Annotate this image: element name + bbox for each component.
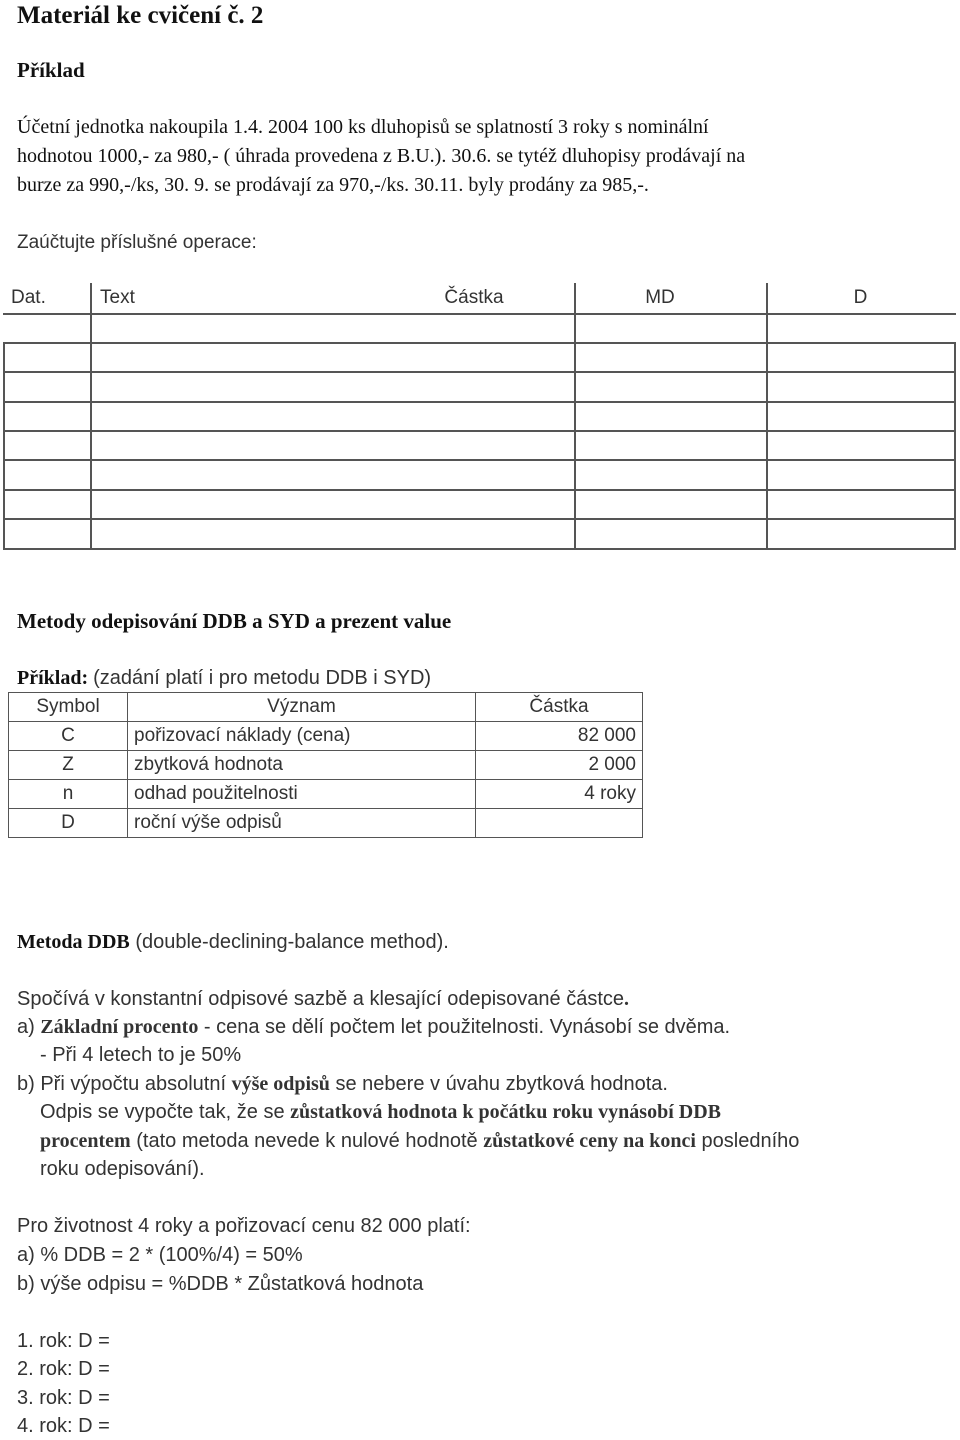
example-2-heading — [17, 664, 431, 692]
calc-intro: Pro životnost 4 roky a pořizovací cenu 82 000 platí: — [17, 1215, 471, 1237]
ddb-line-1 — [17, 985, 629, 1013]
table-line — [3, 342, 5, 549]
example-2-note: (zadání platí i pro metodu DDB i SYD) — [93, 667, 432, 689]
meaning-cell: pořizovací náklady (cena) — [128, 722, 476, 751]
ddb-odpis-2-text: (tato metoda nevede k nulové hodnotě — [130, 1130, 484, 1152]
header-amount: Částka — [476, 693, 643, 722]
table-row — [9, 722, 643, 751]
ddb-point-a-prefix: a) — [17, 1016, 41, 1038]
amount-cell: 82 000 — [476, 722, 643, 751]
example-2-label: Příklad: — [17, 667, 94, 689]
table-line — [3, 313, 956, 315]
amount-cell — [476, 809, 643, 838]
ddb-line-1-text: Spočívá v konstantní odpisové sazbě a klesající odepisované částce — [17, 988, 625, 1010]
year-3-line: 3. rok: D = — [17, 1387, 110, 1409]
ddb-point-a-rest: - cena se dělí počtem let použitelnosti. Vynásobí se dvěma. — [198, 1016, 731, 1038]
amount-cell: 2 000 — [476, 751, 643, 780]
year-1-line: 1. rok: D = — [17, 1330, 110, 1352]
header-d: D — [853, 287, 868, 308]
ddb-heading-rest: (double-declining-balance method). — [129, 931, 449, 953]
ddb-point-b-rest: se nebere v úvahu zbytková hodnota. — [329, 1073, 668, 1095]
example-text-line-3: burze za 990,-/ks, 30. 9. se prodávají za 970,-/ks. 30.11. byly prodány za 985,-. — [17, 174, 649, 196]
table-line — [3, 401, 956, 403]
table-line — [3, 459, 956, 461]
amount-cell: 4 roky — [476, 780, 643, 809]
ddb-point-a-bold: Základní procento — [40, 1016, 199, 1038]
table-line — [766, 283, 768, 549]
header-date: Dat. — [11, 287, 46, 308]
symbol-table — [8, 692, 643, 838]
accounting-table — [3, 283, 956, 549]
ddb-point-a — [17, 1013, 730, 1041]
table-line — [574, 283, 576, 549]
calc-b: b) výše odpisu = %DDB * Zůstatková hodnota — [17, 1273, 424, 1295]
example-heading: Příklad — [17, 58, 85, 82]
page-title: Materiál ke cvičení č. 2 — [17, 2, 264, 29]
table-line — [3, 342, 956, 344]
ddb-odpis-2-bold: procentem — [40, 1130, 131, 1152]
ddb-heading-bold: Metoda DDB — [17, 931, 130, 953]
header-md: MD — [645, 287, 675, 308]
meaning-cell: roční výše odpisů — [128, 809, 476, 838]
table-line — [3, 548, 956, 550]
table-row — [9, 693, 643, 722]
header-meaning: Význam — [128, 693, 476, 722]
calc-a: a) % DDB = 2 * (100%/4) = 50% — [17, 1244, 303, 1266]
ddb-odpis-line-2 — [40, 1127, 799, 1155]
symbol-cell: D — [9, 809, 128, 838]
symbol-cell: Z — [9, 751, 128, 780]
table-row — [9, 751, 643, 780]
ddb-odpis-line-1 — [40, 1098, 721, 1126]
ddb-point-b-prefix: b) Při výpočtu absolutní — [17, 1073, 232, 1095]
table-line — [3, 518, 956, 520]
header-text: Text — [100, 287, 135, 308]
table-line — [3, 430, 956, 432]
ddb-odpis-2-bold-2: zůstatkové ceny na konci — [483, 1130, 696, 1152]
header-amount: Částka — [444, 287, 504, 308]
ddb-odpis-2-end: posledního — [696, 1130, 800, 1152]
example-text-line-1: Účetní jednotka nakoupila 1.4. 2004 100 ks dluhopisů se splatností 3 roky s nominální — [17, 116, 709, 138]
table-row — [9, 809, 643, 838]
table-line — [3, 371, 956, 373]
task-instruction: Zaúčtujte příslušné operace: — [17, 232, 257, 253]
ddb-point-b — [17, 1070, 668, 1098]
year-2-line: 2. rok: D = — [17, 1358, 110, 1380]
ddb-odpis-line-3: roku odepisování). — [40, 1158, 205, 1180]
ddb-point-b-bold: výše odpisů — [231, 1073, 330, 1095]
table-row — [9, 780, 643, 809]
ddb-odpis-1-text: Odpis se vypočte tak, že se — [40, 1101, 291, 1123]
example-text-line-2: hodnotou 1000,- za 980,- ( úhrada provedena z B.U.). 30.6. se tytéž dluhopisy prodávají na — [17, 145, 746, 167]
symbol-cell: n — [9, 780, 128, 809]
ddb-line-1-dot: . — [624, 988, 630, 1010]
ddb-heading — [17, 928, 449, 956]
section-heading-methods: Metody odepisování DDB a SYD a prezent value — [17, 609, 452, 633]
ddb-point-a-sub: - Při 4 letech to je 50% — [40, 1044, 242, 1066]
table-line — [3, 489, 956, 491]
ddb-odpis-1-bold: zůstatková hodnota k počátku roku vynásobí DDB — [290, 1101, 721, 1123]
table-line — [954, 342, 956, 549]
meaning-cell: zbytková hodnota — [128, 751, 476, 780]
header-symbol: Symbol — [9, 693, 128, 722]
table-line — [90, 283, 92, 549]
year-4-line: 4. rok: D = — [17, 1415, 110, 1437]
symbol-cell: C — [9, 722, 128, 751]
meaning-cell: odhad použitelnosti — [128, 780, 476, 809]
